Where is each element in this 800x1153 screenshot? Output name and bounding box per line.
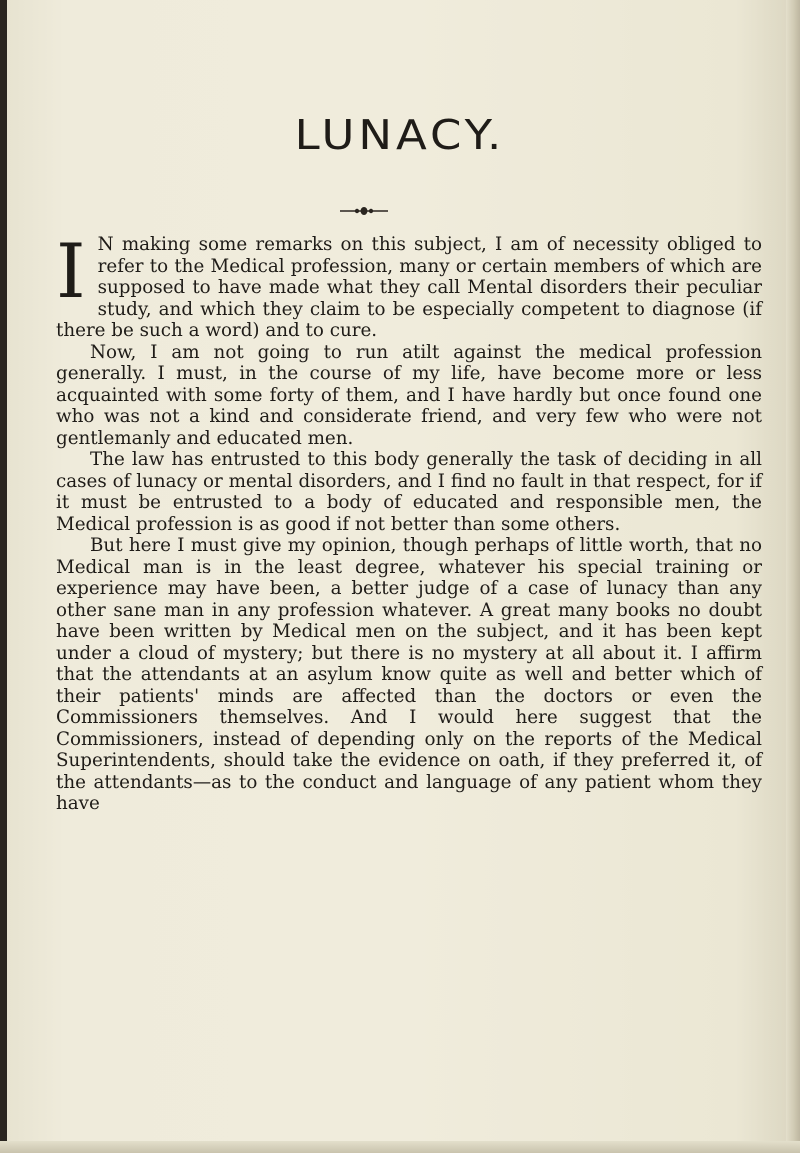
page-bottom-edge	[0, 1141, 800, 1153]
page-right-edge	[786, 0, 800, 1153]
page-left-edge	[0, 0, 7, 1153]
paragraph: The law has entrusted to this body generally the task of deciding in all cases of lunacy or mental disorders, and I find no fault in that respect, for if it must be entrusted to a body of educated and responsible men, the Medical profession is as good if not better than some others.	[56, 449, 762, 535]
body-text	[56, 227, 762, 815]
chapter-title: LUNACY.	[294, 110, 506, 159]
paragraph-text: N making some remarks on this subject, I am of necessity obliged to refer to the Medical profession, many or certain members of which are supposed to have made what they call Mental disorders their peculiar study, and which they claim to be especially competent to diagnose (if there be such a word) and to cure.	[56, 234, 762, 341]
paragraph: But here I must give my opinion, though perhaps of little worth, that no Medical man is in the least degree, whatever his special training or experience may have been, a better judge of a case of lunacy than any other sane man in any profession whatever. A great many books no doubt have been written by Medical men on the subject, and it has been kept under a cloud of mystery; but there is no mystery at all about it. I affirm that the attendants at an asylum know quite as well and better which of their patients' minds are affected than the doctors or even the Commissioners themselves. And I would here suggest that the Commissioners, instead of depending only on the reports of the Medical Superintendents, should take the evidence on oath, if they preferred it, of the attendants—as to the conduct and language of any patient whom they have	[56, 535, 762, 814]
paragraph: Now, I am not going to run atilt against the medical profession generally. I must, in the course of my life, have become more or less acquainted with some forty of them, and I have hardly but once found one who was not a kind and considerate friend, and very few who were not gentlemanly and educated men.	[56, 341, 762, 449]
ornament-divider-icon	[340, 205, 388, 217]
drop-cap: I	[56, 227, 86, 315]
paragraph	[56, 227, 762, 342]
